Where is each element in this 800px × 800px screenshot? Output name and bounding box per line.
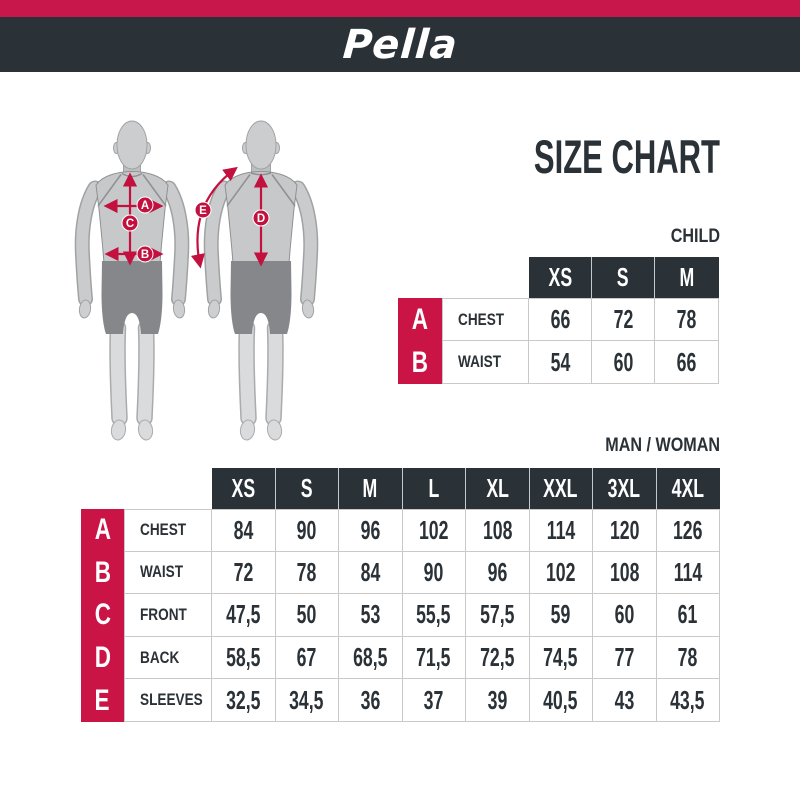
cell-text: 54 bbox=[550, 346, 570, 377]
cell-text: M bbox=[679, 262, 695, 292]
row-letter bbox=[81, 679, 124, 722]
cell-text: SLEEVES bbox=[140, 690, 203, 710]
cell-text: 67 bbox=[296, 642, 317, 673]
cell-text: 34,5 bbox=[289, 684, 324, 715]
value-cell bbox=[339, 637, 403, 680]
cell-text: 126 bbox=[672, 514, 703, 545]
cell-text: 60 bbox=[614, 599, 635, 630]
row-letter bbox=[81, 594, 124, 637]
cell-text: 50 bbox=[296, 599, 317, 630]
brand-header-bar bbox=[0, 17, 800, 72]
measurement-label-d bbox=[253, 210, 269, 226]
cell-text: 78 bbox=[676, 304, 697, 334]
row-letter-block bbox=[81, 509, 124, 722]
page-title bbox=[438, 130, 720, 183]
cell-text: S bbox=[617, 262, 629, 292]
head bbox=[117, 121, 147, 169]
value-cell bbox=[593, 594, 657, 637]
cell-text: 47,5 bbox=[226, 599, 261, 630]
shorts-back bbox=[231, 261, 292, 334]
row-label-cell bbox=[124, 679, 212, 722]
cell-text: 114 bbox=[673, 556, 703, 587]
size-header-cell bbox=[339, 468, 403, 509]
cell-text: 96 bbox=[487, 556, 508, 587]
cell-text: 37 bbox=[423, 684, 444, 715]
value-cell bbox=[403, 637, 467, 680]
cell-text: 90 bbox=[296, 514, 317, 545]
size-header-cell bbox=[466, 468, 530, 509]
value-cell bbox=[276, 552, 340, 595]
cell-text: 66 bbox=[676, 346, 697, 377]
cell-text: XS bbox=[548, 262, 572, 292]
size-header-cell bbox=[403, 468, 467, 509]
value-cell bbox=[593, 552, 657, 595]
cell-text: 55,5 bbox=[416, 599, 451, 630]
cell-text: 59 bbox=[550, 599, 571, 630]
measurement-label-e bbox=[195, 202, 211, 218]
value-cell bbox=[403, 594, 467, 637]
value-cell bbox=[657, 509, 721, 552]
man-woman-section-label: MAN / WOMAN bbox=[605, 435, 720, 456]
cell-text: 84 bbox=[360, 556, 381, 587]
value-cell bbox=[466, 509, 530, 552]
cell-text: CHEST bbox=[458, 309, 505, 329]
value-cell bbox=[593, 509, 657, 552]
value-cell bbox=[466, 679, 530, 722]
value-cell bbox=[339, 509, 403, 552]
cell-text: 66 bbox=[550, 304, 570, 334]
cell-text: 43 bbox=[614, 684, 635, 715]
value-cell bbox=[657, 594, 721, 637]
cell-text: 78 bbox=[296, 556, 317, 587]
cell-text: 77 bbox=[614, 642, 635, 673]
cell-text: E bbox=[94, 683, 110, 717]
size-header-cell bbox=[655, 257, 719, 298]
cell-text: CHEST bbox=[140, 520, 187, 540]
cell-text: M bbox=[362, 473, 378, 503]
value-cell bbox=[530, 552, 594, 595]
value-cell bbox=[212, 679, 276, 722]
cell-text: 68,5 bbox=[353, 642, 388, 673]
row-label-cell bbox=[442, 298, 529, 341]
cell-text: 72 bbox=[233, 556, 254, 587]
cell-text: S bbox=[300, 473, 313, 503]
row-label-cell bbox=[124, 594, 212, 637]
svg-text:C: C bbox=[125, 218, 135, 230]
value-cell bbox=[276, 679, 340, 722]
cell-text: 96 bbox=[360, 514, 381, 545]
cell-text: 60 bbox=[613, 346, 633, 377]
cell-text: L bbox=[428, 473, 440, 503]
cell-text: 3XL bbox=[608, 473, 641, 503]
cell-text: FRONT bbox=[140, 604, 187, 624]
size-header-cell bbox=[657, 468, 721, 509]
value-cell bbox=[657, 679, 721, 722]
cell-text: 90 bbox=[423, 556, 444, 587]
table-corner-spacer bbox=[398, 257, 529, 298]
value-cell bbox=[529, 341, 592, 384]
cell-text: 114 bbox=[546, 514, 576, 545]
value-cell bbox=[212, 594, 276, 637]
cell-text: 74,5 bbox=[543, 642, 578, 673]
cell-text: 72,5 bbox=[480, 642, 515, 673]
size-header-cell bbox=[530, 468, 594, 509]
value-cell bbox=[276, 594, 340, 637]
value-cell bbox=[657, 552, 721, 595]
cell-text: BACK bbox=[140, 647, 180, 667]
row-label-cell bbox=[124, 509, 212, 552]
cell-text: 78 bbox=[677, 642, 698, 673]
size-header-cell bbox=[592, 257, 655, 298]
page-title-text: SIZE CHART bbox=[533, 130, 720, 183]
value-cell bbox=[530, 509, 594, 552]
value-cell bbox=[403, 679, 467, 722]
cell-text: C bbox=[94, 598, 111, 632]
size-header-cell bbox=[212, 468, 276, 509]
cell-text: 71,5 bbox=[416, 642, 451, 673]
value-cell bbox=[530, 594, 594, 637]
value-cell bbox=[466, 552, 530, 595]
cell-text: 61 bbox=[677, 599, 698, 630]
row-letter-block bbox=[398, 298, 442, 384]
row-label-cell bbox=[124, 637, 212, 680]
value-cell bbox=[212, 509, 276, 552]
table-corner-spacer bbox=[81, 468, 212, 509]
cell-text: 84 bbox=[233, 514, 254, 545]
cell-text: 36 bbox=[360, 684, 381, 715]
row-letter bbox=[398, 341, 442, 384]
measurement-label-b bbox=[137, 246, 153, 262]
cell-text: 57,5 bbox=[480, 599, 515, 630]
cell-text: 39 bbox=[487, 684, 508, 715]
value-cell bbox=[593, 637, 657, 680]
value-cell bbox=[276, 637, 340, 680]
measurement-figures bbox=[52, 112, 322, 452]
cell-text: D bbox=[94, 641, 111, 675]
cell-text: 102 bbox=[545, 556, 576, 587]
cell-text: XS bbox=[231, 473, 256, 503]
child-size-table bbox=[398, 257, 719, 384]
svg-text:D: D bbox=[256, 213, 266, 225]
svg-text:B: B bbox=[140, 249, 150, 261]
row-letter bbox=[81, 509, 124, 552]
cell-text: A bbox=[411, 302, 429, 336]
head bbox=[246, 121, 276, 169]
figure-front bbox=[78, 121, 185, 441]
cell-text: 72 bbox=[613, 304, 633, 334]
value-cell bbox=[655, 298, 719, 341]
child-section-label: CHILD bbox=[670, 226, 720, 247]
brand-logo: Pella bbox=[340, 21, 459, 68]
value-cell bbox=[592, 341, 655, 384]
value-cell bbox=[212, 637, 276, 680]
cell-text: 53 bbox=[360, 599, 381, 630]
cell-text: XL bbox=[485, 473, 509, 503]
svg-text:A: A bbox=[140, 200, 150, 212]
row-letter bbox=[81, 552, 124, 595]
row-label-cell bbox=[442, 341, 529, 384]
value-cell bbox=[529, 298, 592, 341]
value-cell bbox=[466, 637, 530, 680]
value-cell bbox=[403, 552, 467, 595]
cell-text: 102 bbox=[418, 514, 449, 545]
value-cell bbox=[339, 679, 403, 722]
cell-text: B bbox=[411, 345, 429, 379]
row-label-cell bbox=[124, 552, 212, 595]
cell-text: WAIST bbox=[140, 562, 184, 582]
value-cell bbox=[403, 509, 467, 552]
value-cell bbox=[339, 552, 403, 595]
measurement-label-c bbox=[122, 215, 138, 231]
size-header-cell bbox=[276, 468, 340, 509]
adult-size-table bbox=[81, 468, 720, 722]
value-cell bbox=[530, 637, 594, 680]
cell-text: A bbox=[94, 513, 111, 547]
size-header-cell bbox=[529, 257, 592, 298]
cell-text: 43,5 bbox=[670, 684, 705, 715]
cell-text: 108 bbox=[609, 556, 639, 587]
cell-text: XXL bbox=[543, 473, 578, 503]
measurement-label-a bbox=[137, 197, 153, 213]
cell-text: 108 bbox=[482, 514, 512, 545]
row-letter bbox=[398, 298, 442, 341]
shorts-front bbox=[102, 261, 163, 334]
value-cell bbox=[530, 679, 594, 722]
cell-text: 32,5 bbox=[226, 684, 261, 715]
value-cell bbox=[655, 341, 719, 384]
value-cell bbox=[657, 637, 721, 680]
cell-text: 4XL bbox=[672, 473, 705, 503]
top-accent-stripe bbox=[0, 0, 800, 17]
value-cell bbox=[592, 298, 655, 341]
value-cell bbox=[593, 679, 657, 722]
value-cell bbox=[212, 552, 276, 595]
cell-text: 120 bbox=[609, 514, 639, 545]
cell-text: 58,5 bbox=[226, 642, 261, 673]
value-cell bbox=[276, 509, 340, 552]
cell-text: 40,5 bbox=[543, 684, 578, 715]
cell-text: WAIST bbox=[458, 352, 502, 371]
value-cell bbox=[339, 594, 403, 637]
value-cell bbox=[466, 594, 530, 637]
row-letter bbox=[81, 637, 124, 680]
figure-back bbox=[207, 121, 314, 441]
cell-text: B bbox=[94, 555, 111, 589]
svg-text:E: E bbox=[199, 205, 207, 217]
size-header-cell bbox=[593, 468, 657, 509]
